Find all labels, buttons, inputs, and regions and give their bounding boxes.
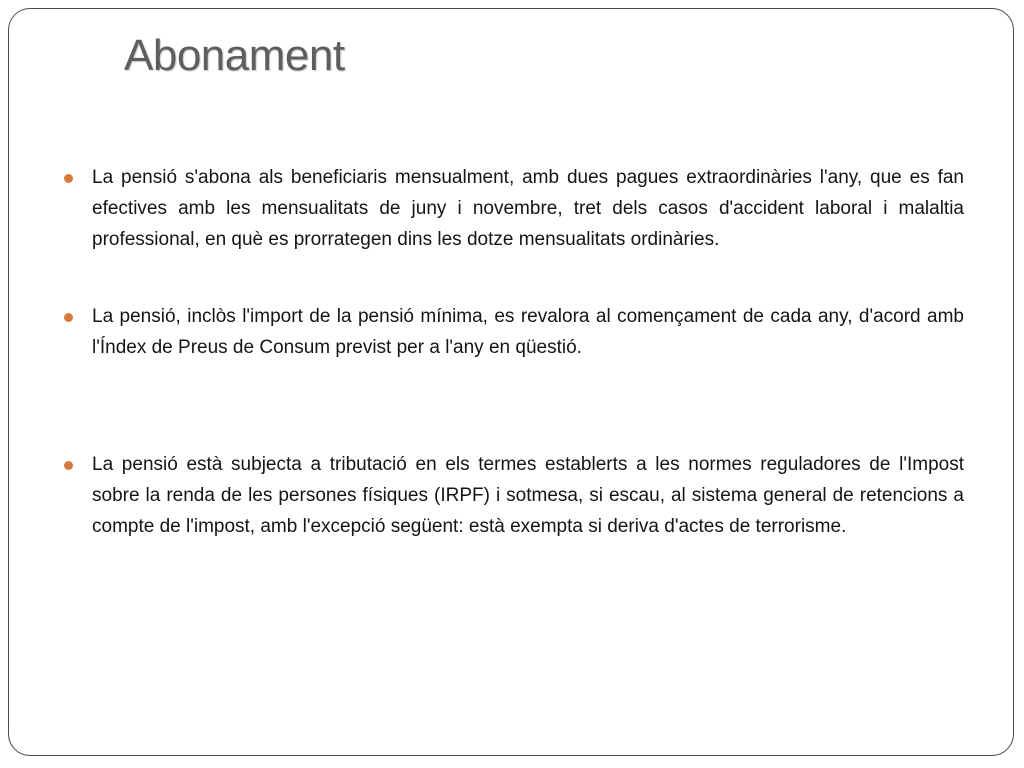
bullet-item <box>64 162 964 255</box>
bullet-list <box>64 162 964 542</box>
bullet-text: La pensió està subjecta a tributació en els termes establerts a les normes reguladores de l'Impost sobre la renda de les persones físiques (IRPF) i sotmesa, si escau, al sistema general de retencions a compte de l'impost, amb l'excepció següent: està exempta si deriva d'actes de terrorisme. <box>92 454 964 537</box>
bullet-dot-icon <box>64 461 73 470</box>
bullet-dot-icon <box>64 174 73 183</box>
bullet-text: La pensió, inclòs l'import de la pensió mínima, es revalora al començament de cada any, d'acord amb l'Índex de Preus de Consum previst per a l'any en qüestió. <box>92 306 964 358</box>
bullet-item <box>64 449 964 542</box>
bullet-item <box>64 301 964 363</box>
bullet-text: La pensió s'abona als beneficiaris mensualment, amb dues pagues extraordinàries l'any, que es fan efectives amb les mensualitats de juny i novembre, tret dels casos d'accident laboral i malaltia professional, en què es prorrategen dins les dotze mensualitats ordinàries. <box>92 167 964 250</box>
bullet-dot-icon <box>64 313 73 322</box>
slide-title: Abonament <box>124 31 345 80</box>
